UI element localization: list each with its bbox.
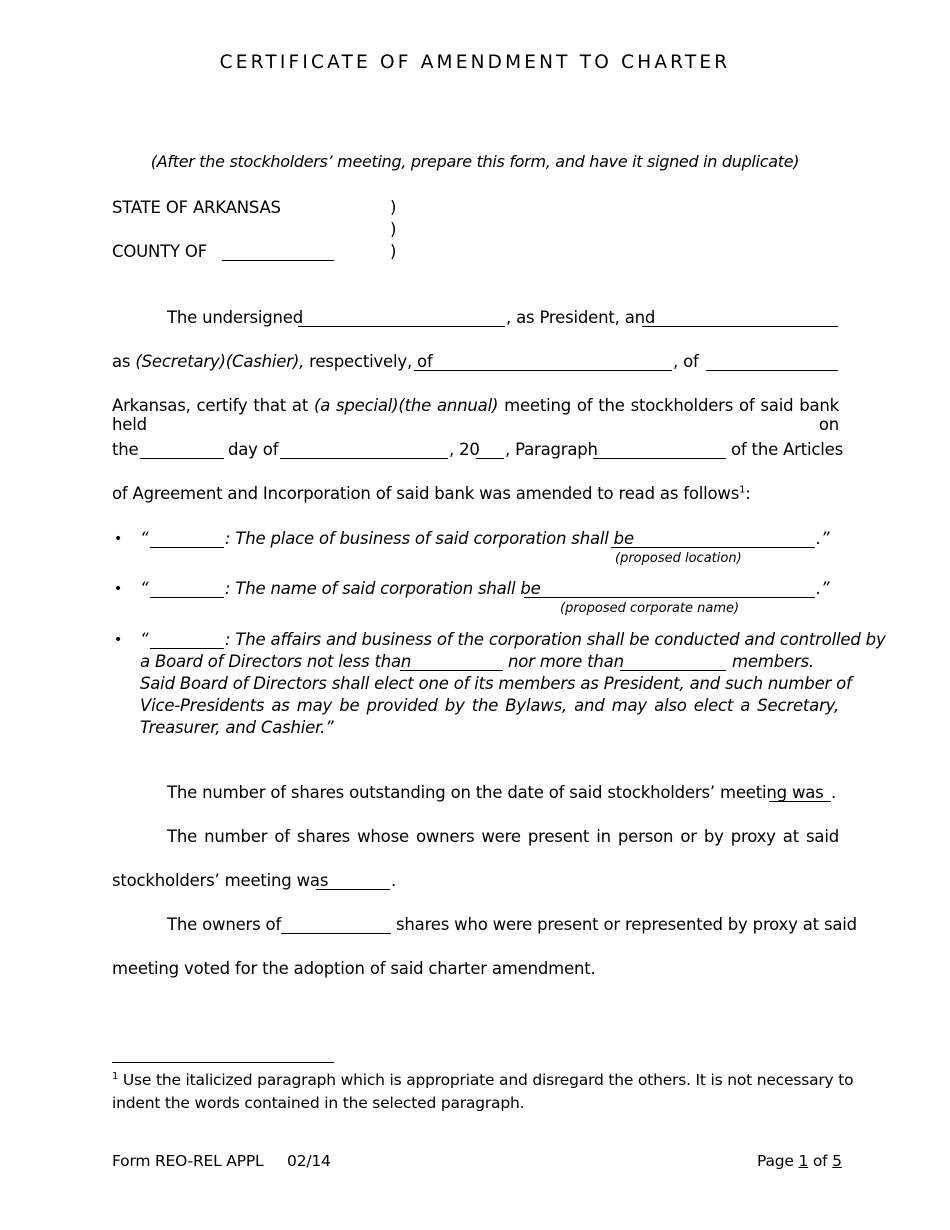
instruction-note: (After the stockholders’ meeting, prepare this form, and have it signed in duplicate)	[150, 152, 800, 171]
p1-text-a: The undersigned	[167, 308, 303, 327]
bullet-3-line-3: Said Board of Directors shall elect one of its members as President, and such number of	[140, 674, 852, 693]
owners-text-c: meeting voted for the adoption of said charter amendment.	[112, 959, 596, 978]
bullet-3-line-2c: members.	[732, 652, 814, 671]
venue-paren-2: )	[390, 220, 397, 239]
bullet-2-dot: •	[114, 581, 123, 597]
bullet-3-line-1: : The affairs and business of the corporation shall be conducted and controlled by	[225, 630, 886, 649]
state-label: STATE OF ARKANSAS	[112, 198, 281, 217]
bank-city-blank[interactable]	[706, 370, 838, 371]
president-name-blank[interactable]	[298, 326, 505, 327]
p4-text-b: day of	[228, 440, 279, 459]
owners-text-a: The owners of	[167, 915, 282, 934]
footnote-divider	[112, 1062, 334, 1063]
p3-text: Arkansas, certify that at (a special)(the annual) meeting of the stockholders of said bank held on	[112, 396, 840, 434]
min-directors-blank[interactable]	[400, 670, 503, 671]
shares-outstanding-end: .	[831, 783, 837, 802]
shares-present-end: .	[391, 871, 397, 890]
p2-text-d: , of	[673, 352, 699, 371]
bullet-1-end: .”	[816, 529, 830, 548]
page-total: 5	[832, 1152, 842, 1170]
proposed-location-blank[interactable]	[611, 547, 815, 548]
bullet-1-text: : The place of business of said corporation shall be	[225, 529, 634, 548]
p2-text-a: as (Secretary)(Cashier), respectively, of	[112, 352, 433, 371]
shares-outstanding-text: The number of shares outstanding on the date of said stockholders’ meeting was	[167, 783, 824, 802]
footnote-line-1: $^1$ Use the italicized paragraph which is appropriate and disregard the others. It is not necessary to	[112, 1071, 854, 1090]
bullet-3-line-2a: a Board of Directors not less than	[140, 652, 412, 671]
p4-text-e: of the Articles	[731, 440, 844, 459]
bullet-2-paragraph-blank[interactable]	[150, 597, 224, 598]
meeting-day-blank[interactable]	[140, 458, 224, 459]
bullet-1-dot: •	[114, 531, 123, 547]
owners-text-b: shares who were present or represented by proxy at said	[396, 915, 857, 934]
p5-text: of Agreement and Incorporation of said bank was amended to read as follows$^1$:	[112, 484, 751, 503]
bullet-3-dot: •	[114, 632, 123, 648]
shares-present-text: The number of shares whose owners were present in person or by proxy at said	[167, 827, 839, 846]
p4-text-d: , Paragraph	[505, 440, 598, 459]
proposed-location-caption: (proposed location)	[615, 551, 742, 566]
shares-present-text-2: stockholders’ meeting was	[112, 871, 329, 890]
shares-voted-blank[interactable]	[281, 933, 391, 934]
meeting-month-blank[interactable]	[280, 458, 448, 459]
bullet-1-quote: “	[140, 529, 149, 548]
bullet-3-paragraph-blank[interactable]	[150, 648, 224, 649]
secretary-name-blank[interactable]	[642, 326, 838, 327]
county-blank[interactable]	[222, 260, 334, 261]
p4-text-a: the	[112, 440, 139, 459]
bullet-3-line-2b: nor more than	[508, 652, 624, 671]
paragraph-number-blank[interactable]	[593, 458, 726, 459]
form-number: Form REO-REL APPL 02/14	[112, 1152, 331, 1170]
max-directors-blank[interactable]	[620, 670, 726, 671]
venue-paren-3: )	[390, 242, 397, 261]
footnote-line-2: indent the words contained in the selected paragraph.	[112, 1094, 525, 1112]
bullet-3-line-4: Vice-Presidents as may be provided by the Bylaws, and may also elect a Secretary,	[140, 696, 839, 715]
bullet-2-text: : The name of said corporation shall be	[225, 579, 541, 598]
bank-name-blank[interactable]	[414, 370, 672, 371]
p4-text-c: , 20	[449, 440, 480, 459]
footnote-ref: 1	[739, 484, 746, 496]
bullet-3-line-5: Treasurer, and Cashier.”	[140, 718, 334, 737]
p1-text-b: , as President, and	[506, 308, 656, 327]
bullet-3-quote: “	[140, 630, 149, 649]
page-number: 1	[798, 1152, 809, 1170]
bullet-1-paragraph-blank[interactable]	[150, 547, 224, 548]
proposed-name-blank[interactable]	[524, 597, 815, 598]
document-title: CERTIFICATE OF AMENDMENT TO CHARTER	[219, 52, 731, 73]
shares-outstanding-blank[interactable]	[769, 801, 831, 802]
county-label: COUNTY OF	[112, 242, 208, 261]
page-indicator: Page 1 of 5	[757, 1152, 842, 1170]
bullet-2-quote: “	[140, 579, 149, 598]
venue-paren-1: )	[390, 198, 397, 217]
shares-present-blank[interactable]	[316, 889, 390, 890]
bullet-2-end: .”	[816, 579, 830, 598]
meeting-year-blank[interactable]	[476, 458, 504, 459]
proposed-name-caption: (proposed corporate name)	[560, 601, 740, 616]
